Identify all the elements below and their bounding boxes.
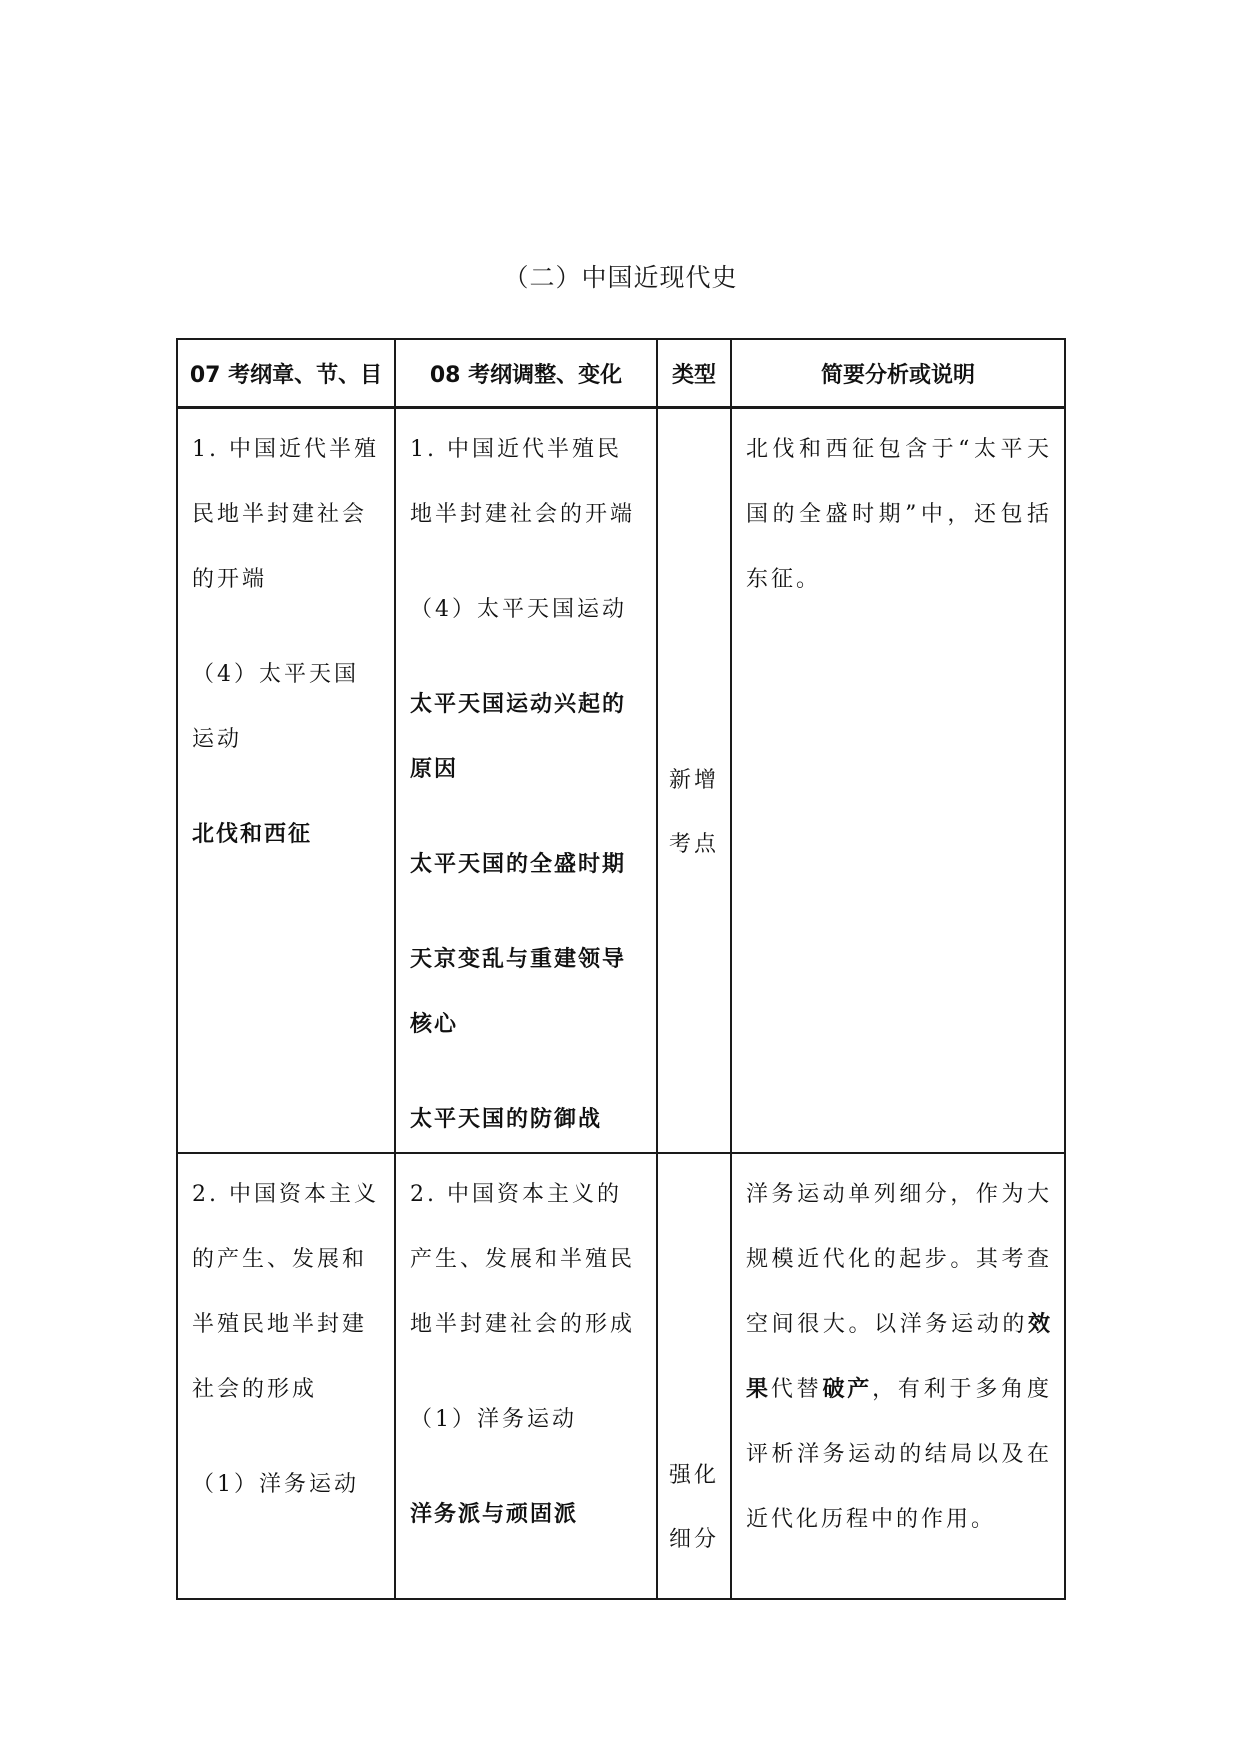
row1-08-item-2: 太平天国的全盛时期 (410, 852, 627, 877)
row2-08-item-1: 洋务派与顽固派 (410, 1502, 579, 1527)
row1-07-section: （4）太平天国运动 (192, 662, 359, 752)
row1-07-item: 北伐和西征 (192, 822, 313, 847)
row1-08-item-3: 天京变乱与重建领导核心 (410, 947, 627, 1037)
header-type: 类型 (657, 339, 731, 408)
row1-type-line2: 考点 (668, 832, 719, 857)
row2-08-chapter: 2. 中国资本主义的产生、发展和半殖民地半封建社会的形成 (410, 1182, 636, 1337)
row2-08-section: （1）洋务运动 (410, 1407, 577, 1432)
row2-analysis-bold-bankruptcy: 破产 (822, 1377, 873, 1402)
row2-07-chapter: 2. 中国资本主义的产生、发展和半殖民地半封建社会的形成 (192, 1182, 379, 1402)
table-row (177, 1153, 1065, 1599)
row2-analysis-text (732, 1154, 1064, 1552)
row2-analysis-part2: 代替 (770, 1377, 823, 1402)
row2-analysis-bold-effect: 效果 (746, 1312, 1052, 1402)
row1-08-item-4: 太平天国的防御战 (410, 1107, 603, 1132)
row1-08-section: （4）太平天国运动 (410, 597, 627, 622)
syllabus-comparison-table (176, 338, 1066, 1600)
row2-type-line1: 强化 (668, 1463, 719, 1488)
row2-07-syllabus-cell (177, 1153, 395, 1599)
row1-type-line1: 新增 (668, 768, 719, 793)
row2-08-changes-cell (395, 1153, 657, 1599)
table-header-row (177, 339, 1065, 408)
row2-analysis-part3: ，有利于多角度评析洋务运动的结局以及在近代化历程中的作用。 (746, 1377, 1052, 1532)
header-07-syllabus: 07 考纲章、节、目 (177, 339, 395, 408)
table-row (177, 408, 1065, 1154)
row1-07-chapter: 1. 中国近代半殖民地半封建社会的开端 (192, 437, 379, 592)
row2-07-section: （1）洋务运动 (192, 1472, 359, 1497)
header-analysis: 简要分析或说明 (731, 339, 1065, 408)
row1-08-chapter: 1. 中国近代半殖民地半封建社会的开端 (410, 437, 636, 527)
row1-analysis-text: 北伐和西征包含于“太平天国的全盛时期”中，还包括东征。 (746, 437, 1052, 592)
row1-08-item-1: 太平天国运动兴起的原因 (410, 692, 627, 782)
row1-07-syllabus-cell (177, 408, 395, 1154)
page-title: （二）中国近现代史 (503, 263, 738, 292)
row2-analysis-part1: 洋务运动单列细分，作为大规模近代化的起步。其考查空间很大。以洋务运动的 (746, 1182, 1052, 1337)
row1-analysis-cell (731, 408, 1065, 1154)
row1-08-changes-cell (395, 408, 657, 1154)
header-08-changes: 08 考纲调整、变化 (395, 339, 657, 408)
row1-type-cell (657, 408, 731, 1154)
row2-type-cell (657, 1153, 731, 1599)
row2-type-line2: 细分 (668, 1527, 719, 1552)
row2-analysis-cell (731, 1153, 1065, 1599)
